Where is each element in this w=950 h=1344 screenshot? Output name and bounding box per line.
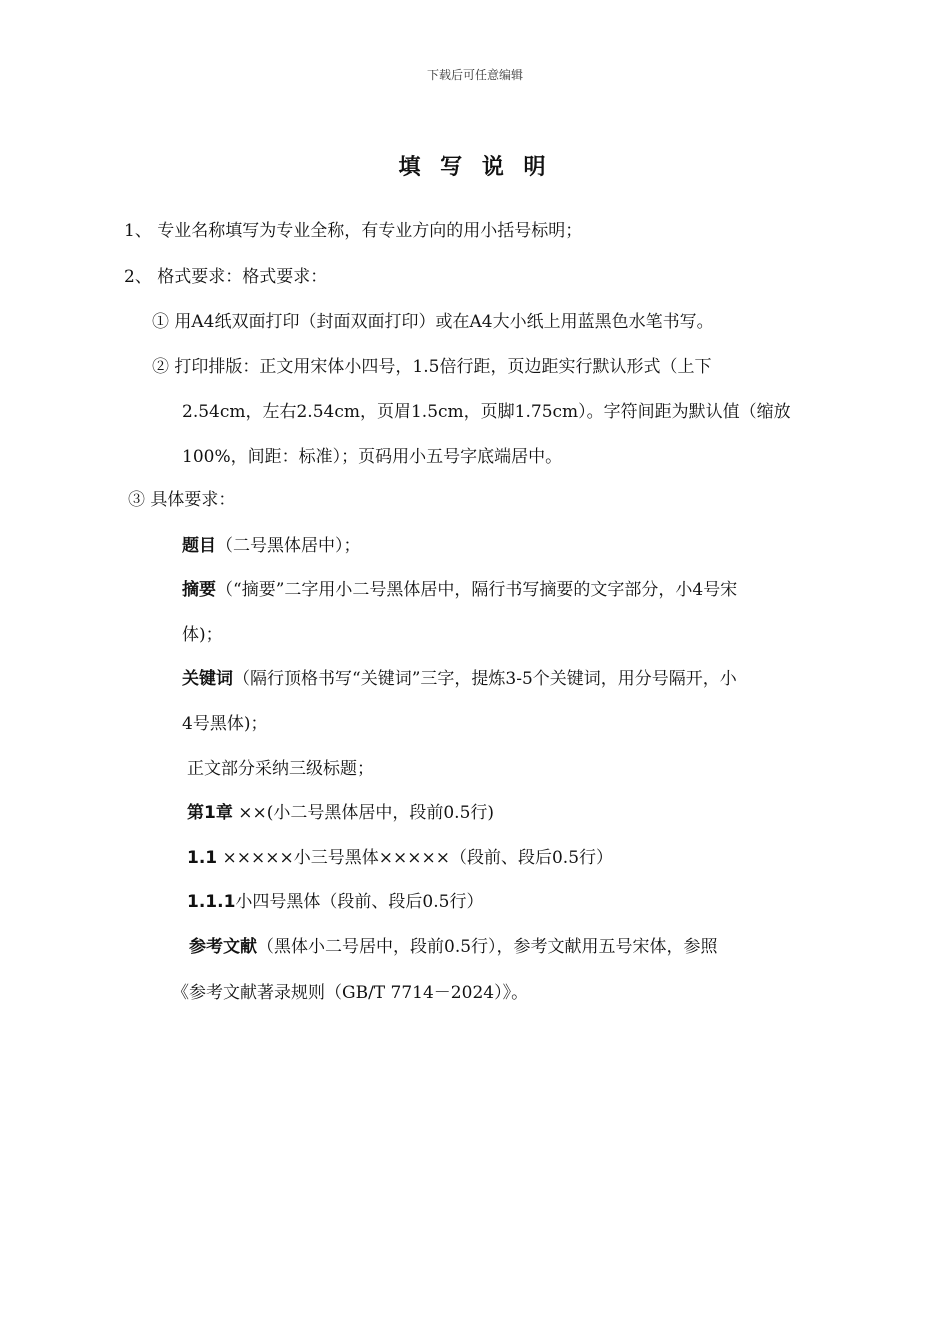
req-abstract-label: 摘要 xyxy=(182,580,216,600)
req-body-levels: 正文部分采纳三级标题； xyxy=(187,759,374,779)
req-section-line xyxy=(187,847,613,869)
req-section-text: ×××××小三号黑体×××××（段前、段后0.5行） xyxy=(217,848,614,868)
req-title-line xyxy=(182,535,361,557)
page-title: 填 写 说 明 xyxy=(398,155,552,180)
req-title-label: 题目 xyxy=(182,536,216,556)
req-chapter-line xyxy=(187,802,494,824)
req-abstract-line-1 xyxy=(182,579,737,601)
instruction-sub-1: ① 用A4纸双面打印（封面双面打印）或在A4大小纸上用蓝黑色水笔书写。 xyxy=(152,312,714,332)
header-note: 下载后可任意编辑 xyxy=(426,68,523,82)
instruction-sub-2-line-1: ② 打印排版：正文用宋体小四号，1.5倍行距，页边距实行默认形式（上下 xyxy=(152,357,712,377)
req-keywords-line-2: 4号黑体)； xyxy=(182,714,268,734)
req-keywords-text: （隔行顶格书写“关键词”三字，提炼3-5个关键词，用分号隔开，小 xyxy=(233,669,737,689)
req-subsection-text: 小四号黑体（段前、段后0.5行） xyxy=(235,892,484,912)
req-abstract-text: （“摘要”二字用小二号黑体居中，隔行书写摘要的文字部分，小4号宋 xyxy=(216,580,738,600)
req-keywords-line-1 xyxy=(182,668,737,690)
instruction-item-2: 2、 格式要求：格式要求： xyxy=(124,267,328,287)
req-references-label: 参考文献 xyxy=(189,937,257,957)
req-chapter-text: ××(小二号黑体居中，段前0.5行) xyxy=(232,803,495,823)
req-subsection-line xyxy=(187,891,483,913)
instruction-item-1: 1、 专业名称填写为专业全称，有专业方向的用小括号标明； xyxy=(124,221,583,241)
req-subsection-label: 1.1.1 xyxy=(187,892,236,912)
instruction-sub-3: ③ 具体要求： xyxy=(128,490,236,510)
instruction-sub-2-line-3: 100%，间距：标准）；页码用小五号字底端居中。 xyxy=(182,447,563,467)
req-title-text: （二号黑体居中）； xyxy=(216,536,361,556)
req-references-line-2: 《参考文献著录规则（GB/T 7714－2024）》。 xyxy=(172,983,529,1003)
req-abstract-line-2: 体)； xyxy=(182,625,223,645)
req-keywords-label: 关键词 xyxy=(182,669,233,689)
req-section-label: 1.1 xyxy=(187,848,218,868)
req-references-line-1 xyxy=(189,936,718,958)
instruction-sub-2-line-2: 2.54cm，左右2.54cm，页眉1.5cm，页脚1.75cm）。字符间距为默认值（缩放 xyxy=(182,402,791,422)
req-references-text: （黑体小二号居中，段前0.5行），参考文献用五号宋体，参照 xyxy=(257,937,718,957)
req-chapter-label: 第1章 xyxy=(187,803,233,823)
